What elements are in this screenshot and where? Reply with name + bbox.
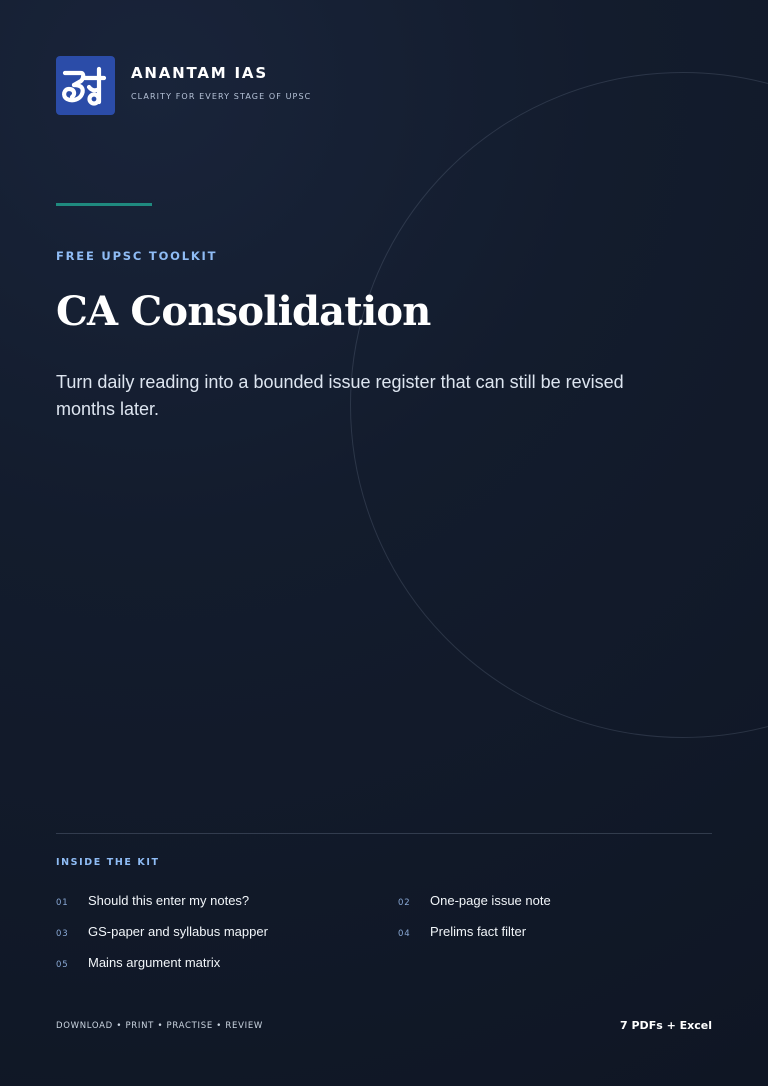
kit-item [56,955,220,970]
kit-item [398,924,526,939]
kit-item-number: 04 [398,929,411,939]
footer-steps: DOWNLOAD • PRINT • PRACTISE • REVIEW [56,1021,263,1031]
kit-item-label: GS-paper and syllabus mapper [88,924,268,939]
kit-item-number: 05 [56,960,69,970]
kit-item-number: 03 [56,929,69,939]
kit-item-label: Should this enter my notes? [88,893,250,908]
kit-item [56,893,249,908]
brand-header [56,56,311,115]
section-divider [56,833,712,834]
brand-tagline: CLARITY FOR EVERY STAGE OF UPSC [131,92,312,101]
page-subtitle: Turn daily reading into a bounded issue register that can still be revised months later. [56,372,624,419]
anantam-monogram-icon [56,56,115,115]
kit-item-number: 02 [398,898,411,908]
brand-name: ANANTAM IAS [131,64,268,82]
kit-item [398,893,551,908]
footer-contents: 7 PDFs + Excel [620,1019,712,1032]
accent-rule [56,203,152,206]
kit-item-number: 01 [56,898,69,908]
eyebrow-label: FREE UPSC TOOLKIT [56,249,218,263]
kit-item-label: One-page issue note [430,893,551,908]
kit-item-label: Prelims fact filter [430,924,527,939]
kit-item-label: Mains argument matrix [88,955,221,970]
kit-heading: INSIDE THE KIT [56,857,160,868]
page-title: CA Consolidation [56,288,431,335]
kit-item [56,924,268,939]
